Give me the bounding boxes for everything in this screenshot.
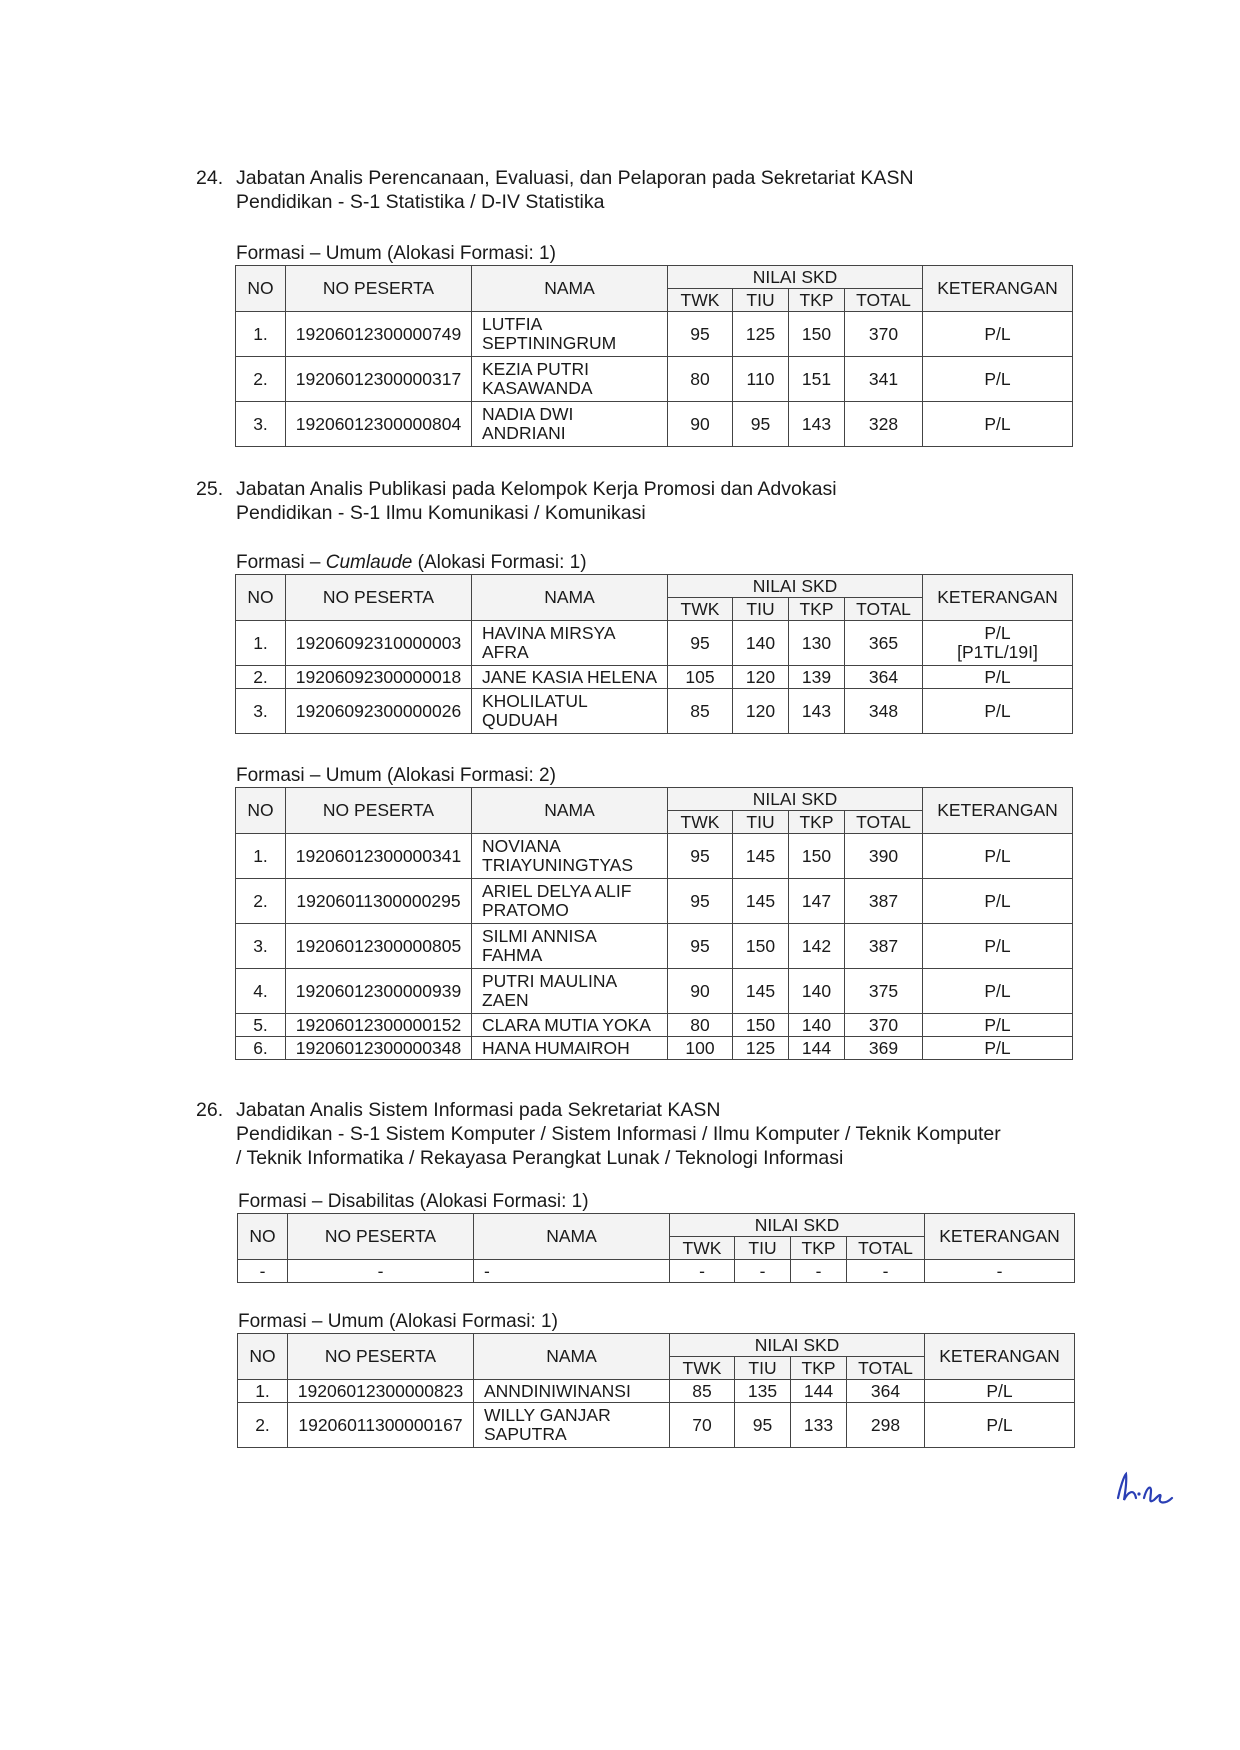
table-row (236, 1037, 1073, 1060)
nama-line: ARIEL DELYA ALIF (482, 881, 632, 901)
cell-keterangan (923, 621, 1073, 666)
keterangan-line: P/L (986, 1380, 1013, 1401)
cell-total: 364 (845, 666, 923, 689)
cell-total: 375 (845, 969, 923, 1014)
section-text (236, 477, 1156, 525)
cell-tkp: 144 (791, 1380, 847, 1403)
section-text (236, 166, 1156, 214)
col-header-total: TOTAL (847, 1237, 925, 1260)
cell-tiu: 125 (733, 1037, 789, 1060)
cell-no-peserta: 19206092310000003 (286, 621, 472, 666)
nama-line: NADIA DWI (482, 404, 574, 424)
cell-no-peserta: 19206012300000805 (286, 924, 472, 969)
cell-nama (472, 402, 668, 447)
cell-nama (472, 357, 668, 402)
nama-line: ANNDINIWINANSI (484, 1380, 631, 1401)
cell-tiu: 95 (735, 1403, 791, 1448)
cell-no: 1. (236, 834, 286, 879)
keterangan-line: [P1TL/19I] (957, 642, 1038, 662)
cell-twk: 85 (668, 689, 733, 734)
keterangan-line: P/L (984, 413, 1011, 434)
cell-nama (474, 1403, 670, 1448)
education-requirement: / Teknik Informatika / Rekayasa Perangkat Lunak / Teknologi Informasi (236, 1147, 844, 1169)
cell-no-peserta: 19206012300000823 (288, 1380, 474, 1403)
cell-keterangan (923, 666, 1073, 689)
nama-line: KASAWANDA (482, 378, 593, 398)
table-row (236, 834, 1073, 879)
cell-tkp: 140 (789, 1014, 845, 1037)
cell-twk: 105 (668, 666, 733, 689)
cell-nama (472, 666, 668, 689)
cell-no-peserta: 19206092300000026 (286, 689, 472, 734)
col-header-keterangan: KETERANGAN (923, 266, 1073, 312)
cell-twk: 95 (668, 312, 733, 357)
col-header-no: NO (238, 1334, 288, 1380)
col-header-tkp: TKP (791, 1237, 847, 1260)
cell-no-peserta: 19206012300000348 (286, 1037, 472, 1060)
section-24-heading (196, 166, 1156, 214)
position-title: Jabatan Analis Sistem Informasi pada Sekretariat KASN (236, 1099, 721, 1121)
keterangan-line: P/L (986, 1414, 1013, 1435)
col-header-tiu: TIU (733, 289, 789, 312)
cell-keterangan (925, 1403, 1075, 1448)
position-title: Jabatan Analis Perencanaan, Evaluasi, dan Pelaporan pada Sekretariat KASN (236, 167, 914, 189)
cell-no: 6. (236, 1037, 286, 1060)
col-header-total: TOTAL (845, 811, 923, 834)
formasi-prefix: Formasi – (236, 552, 326, 573)
col-header-keterangan: KETERANGAN (923, 575, 1073, 621)
cell-tkp: 144 (789, 1037, 845, 1060)
table-row (236, 357, 1073, 402)
cell-twk: 85 (670, 1380, 735, 1403)
col-header-no-peserta: NO PESERTA (288, 1214, 474, 1260)
nama-line: HANA HUMAIROH (482, 1037, 630, 1058)
col-header-no: NO (238, 1214, 288, 1260)
cell-no-peserta: 19206012300000341 (286, 834, 472, 879)
formasi-allocation: (Alokasi Formasi: 1) (386, 243, 556, 264)
cell-tkp: 133 (791, 1403, 847, 1448)
cell-tkp: 142 (789, 924, 845, 969)
cell-tiu: 135 (735, 1380, 791, 1403)
nilai-skd-table (235, 787, 1073, 1060)
nilai-skd-table (235, 574, 1073, 734)
nama-line: SILMI ANNISA (482, 926, 597, 946)
cell-tiu: - (735, 1260, 791, 1283)
formasi-prefix: Formasi – (238, 1191, 328, 1212)
cell-no-peserta: 19206012300000749 (286, 312, 472, 357)
cell-keterangan (925, 1380, 1075, 1403)
cell-no: 2. (238, 1403, 288, 1448)
cell-no: 1. (238, 1380, 288, 1403)
cell-nama (472, 969, 668, 1014)
nama-line: SAPUTRA (484, 1424, 567, 1444)
cell-no: 2. (236, 666, 286, 689)
formasi-allocation: (Alokasi Formasi: 1) (388, 1311, 558, 1332)
nilai-skd-table (237, 1213, 1075, 1283)
cell-no: - (238, 1260, 288, 1283)
cell-twk: 80 (668, 1014, 733, 1037)
keterangan-line: P/L (984, 1037, 1011, 1058)
education-requirement: Pendidikan - S-1 Sistem Komputer / Sistem Informasi / Ilmu Komputer / Teknik Komputer (236, 1123, 1001, 1145)
cell-nama (472, 879, 668, 924)
formasi-allocation: (Alokasi Formasi: 2) (386, 765, 556, 786)
cell-tkp: 130 (789, 621, 845, 666)
cell-tiu: 140 (733, 621, 789, 666)
formasi-label (238, 1311, 558, 1333)
cell-keterangan (923, 689, 1073, 734)
cell-total: - (847, 1260, 925, 1283)
cell-total: 341 (845, 357, 923, 402)
col-header-tkp: TKP (791, 1357, 847, 1380)
keterangan-line: P/L (984, 700, 1011, 721)
keterangan-line: P/L (984, 666, 1011, 687)
cell-twk: 90 (668, 402, 733, 447)
formasi-type: Disabilitas (327, 1191, 415, 1212)
cell-tkp: 143 (789, 689, 845, 734)
cell-no-peserta: 19206012300000317 (286, 357, 472, 402)
cell-no-peserta: 19206092300000018 (286, 666, 472, 689)
col-header-tiu: TIU (733, 598, 789, 621)
nama-line: SEPTININGRUM (482, 333, 617, 353)
cell-twk: 100 (668, 1037, 733, 1060)
cell-total: 364 (847, 1380, 925, 1403)
col-header-tkp: TKP (789, 811, 845, 834)
cell-total: 369 (845, 1037, 923, 1060)
cell-total: 348 (845, 689, 923, 734)
table-row (236, 924, 1073, 969)
section-text (236, 1098, 1156, 1170)
col-header-nama: NAMA (472, 575, 668, 621)
nama-line: FAHMA (482, 945, 543, 965)
keterangan-line: P/L (984, 323, 1011, 344)
cell-twk: - (670, 1260, 735, 1283)
cell-no-peserta: - (288, 1260, 474, 1283)
col-header-twk: TWK (668, 598, 733, 621)
cell-nama (472, 1014, 668, 1037)
nama-line: PRATOMO (482, 900, 569, 920)
table-row (238, 1260, 1075, 1283)
col-header-nama: NAMA (474, 1334, 670, 1380)
nama-line: HAVINA MIRSYA (482, 623, 616, 643)
col-header-nama: NAMA (474, 1214, 670, 1260)
col-header-twk: TWK (668, 289, 733, 312)
cell-tkp: 143 (789, 402, 845, 447)
col-header-tiu: TIU (735, 1237, 791, 1260)
col-header-no: NO (236, 788, 286, 834)
formasi-type: Umum (325, 243, 382, 264)
cell-keterangan (923, 312, 1073, 357)
col-header-no-peserta: NO PESERTA (286, 575, 472, 621)
keterangan-line: P/L (984, 368, 1011, 389)
table-row (236, 621, 1073, 666)
cell-nama (472, 1037, 668, 1060)
cell-keterangan (923, 969, 1073, 1014)
table-row (236, 402, 1073, 447)
col-header-tiu: TIU (733, 811, 789, 834)
formasi-prefix: Formasi – (238, 1311, 328, 1332)
cell-tkp: 147 (789, 879, 845, 924)
col-header-total: TOTAL (847, 1357, 925, 1380)
cell-keterangan (923, 834, 1073, 879)
cell-keterangan (923, 357, 1073, 402)
col-header-keterangan: KETERANGAN (923, 788, 1073, 834)
cell-keterangan (923, 1037, 1073, 1060)
keterangan-line: P/L (984, 845, 1011, 866)
col-header-no-peserta: NO PESERTA (286, 788, 472, 834)
col-header-tiu: TIU (735, 1357, 791, 1380)
col-header-nilai-skd: NILAI SKD (670, 1334, 925, 1357)
position-title: Jabatan Analis Publikasi pada Kelompok Kerja Promosi dan Advokasi (236, 478, 837, 500)
keterangan-line: P/L (984, 623, 1011, 643)
cell-total: 370 (845, 312, 923, 357)
section-heading (196, 1098, 1156, 1170)
cell-twk: 90 (668, 969, 733, 1014)
cell-tiu: 145 (733, 879, 789, 924)
formasi-type: Umum (327, 1311, 384, 1332)
table-row (236, 879, 1073, 924)
formasi-label (236, 765, 556, 787)
cell-no: 1. (236, 621, 286, 666)
cell-tkp: 140 (789, 969, 845, 1014)
nama-line: WILLY GANJAR (484, 1405, 611, 1425)
nama-line: QUDUAH (482, 710, 558, 730)
cell-tiu: 120 (733, 666, 789, 689)
cell-tkp: 150 (789, 834, 845, 879)
formasi-prefix: Formasi – (236, 765, 326, 786)
col-header-no: NO (236, 266, 286, 312)
cell-twk: 80 (668, 357, 733, 402)
cell-total: 390 (845, 834, 923, 879)
section-26-heading (196, 1098, 1156, 1170)
cell-no: 4. (236, 969, 286, 1014)
col-header-nilai-skd: NILAI SKD (670, 1214, 925, 1237)
table-row (236, 689, 1073, 734)
formasi-allocation: (Alokasi Formasi: 1) (417, 552, 587, 573)
cell-twk: 95 (668, 879, 733, 924)
cell-twk: 95 (668, 834, 733, 879)
col-header-no-peserta: NO PESERTA (288, 1334, 474, 1380)
keterangan-line: P/L (984, 1014, 1011, 1035)
col-header-tkp: TKP (789, 289, 845, 312)
table-row (236, 666, 1073, 689)
cell-no: 3. (236, 689, 286, 734)
cell-no: 3. (236, 402, 286, 447)
nilai-skd-table (235, 265, 1073, 447)
cell-tiu: 150 (733, 1014, 789, 1037)
col-header-twk: TWK (668, 811, 733, 834)
cell-no: 2. (236, 357, 286, 402)
col-header-total: TOTAL (845, 289, 923, 312)
cell-keterangan (923, 924, 1073, 969)
section-number: 26. (196, 1099, 224, 1121)
education-requirement: Pendidikan - S-1 Ilmu Komunikasi / Komunikasi (236, 502, 646, 524)
cell-tiu: 110 (733, 357, 789, 402)
cell-keterangan (923, 879, 1073, 924)
col-header-nilai-skd: NILAI SKD (668, 575, 923, 598)
cell-keterangan (925, 1260, 1075, 1283)
keterangan-line: P/L (984, 890, 1011, 911)
col-header-nilai-skd: NILAI SKD (668, 788, 923, 811)
cell-total: 387 (845, 879, 923, 924)
nama-line: JANE KASIA HELENA (482, 666, 658, 687)
section-number: 25. (196, 478, 224, 500)
cell-tiu: 145 (733, 969, 789, 1014)
cell-nama (472, 834, 668, 879)
cell-no-peserta: 19206011300000167 (288, 1403, 474, 1448)
cell-total: 298 (847, 1403, 925, 1448)
cell-tkp: - (791, 1260, 847, 1283)
formasi-type: Umum (325, 765, 382, 786)
cell-tiu: 145 (733, 834, 789, 879)
nama-line: LUTFIA (482, 314, 543, 334)
cell-tkp: 150 (789, 312, 845, 357)
cell-total: 387 (845, 924, 923, 969)
cell-tiu: 95 (733, 402, 789, 447)
table-row (238, 1380, 1075, 1403)
cell-tiu: 120 (733, 689, 789, 734)
formasi-allocation: (Alokasi Formasi: 1) (419, 1191, 589, 1212)
formasi-label (236, 552, 587, 574)
nama-line: KHOLILATUL (482, 691, 588, 711)
cell-no-peserta: 19206011300000295 (286, 879, 472, 924)
cell-no: 1. (236, 312, 286, 357)
table-row (238, 1403, 1075, 1448)
cell-twk: 95 (668, 621, 733, 666)
formasi-label (238, 1191, 589, 1213)
col-header-keterangan: KETERANGAN (925, 1334, 1075, 1380)
formasi-label (236, 243, 556, 265)
cell-no-peserta: 19206012300000939 (286, 969, 472, 1014)
nama-line: KEZIA PUTRI (482, 359, 589, 379)
cell-total: 370 (845, 1014, 923, 1037)
cell-no: 5. (236, 1014, 286, 1037)
col-header-no: NO (236, 575, 286, 621)
cell-nama (472, 312, 668, 357)
keterangan-line: P/L (984, 935, 1011, 956)
col-header-nama: NAMA (472, 266, 668, 312)
cell-keterangan (923, 402, 1073, 447)
cell-nama (472, 621, 668, 666)
nilai-skd-table (237, 1333, 1075, 1448)
nama-line: NOVIANA (482, 836, 561, 856)
keterangan-line: - (996, 1260, 1003, 1281)
cell-nama (472, 689, 668, 734)
cell-twk: 70 (670, 1403, 735, 1448)
section-number: 24. (196, 167, 224, 189)
cell-total: 365 (845, 621, 923, 666)
section-heading (196, 166, 1156, 214)
formasi-type: Cumlaude (325, 552, 413, 573)
nama-line: CLARA MUTIA YOKA (482, 1014, 651, 1035)
cell-tiu: 125 (733, 312, 789, 357)
table-row (236, 969, 1073, 1014)
col-header-nilai-skd: NILAI SKD (668, 266, 923, 289)
section-heading (196, 477, 1156, 525)
cell-no: 3. (236, 924, 286, 969)
nama-line: - (484, 1260, 490, 1281)
keterangan-line: P/L (984, 980, 1011, 1001)
cell-nama (472, 924, 668, 969)
education-requirement: Pendidikan - S-1 Statistika / D-IV Statistika (236, 191, 605, 213)
nama-line: ANDRIANI (482, 423, 566, 443)
formasi-prefix: Formasi – (236, 243, 326, 264)
nama-line: PUTRI MAULINA (482, 971, 618, 991)
cell-no-peserta: 19206012300000804 (286, 402, 472, 447)
section-25-heading (196, 477, 1156, 525)
col-header-no-peserta: NO PESERTA (286, 266, 472, 312)
nama-line: TRIAYUNINGTYAS (482, 855, 634, 875)
col-header-tkp: TKP (789, 598, 845, 621)
col-header-twk: TWK (670, 1357, 735, 1380)
signature-initials (1110, 1468, 1190, 1518)
cell-total: 328 (845, 402, 923, 447)
col-header-total: TOTAL (845, 598, 923, 621)
nama-line: AFRA (482, 642, 529, 662)
col-header-keterangan: KETERANGAN (925, 1214, 1075, 1260)
cell-nama (474, 1380, 670, 1403)
cell-twk: 95 (668, 924, 733, 969)
cell-no: 2. (236, 879, 286, 924)
table-row (236, 312, 1073, 357)
cell-tkp: 151 (789, 357, 845, 402)
col-header-nama: NAMA (472, 788, 668, 834)
nama-line: ZAEN (482, 990, 529, 1010)
cell-nama (474, 1260, 670, 1283)
cell-no-peserta: 19206012300000152 (286, 1014, 472, 1037)
cell-keterangan (923, 1014, 1073, 1037)
cell-tkp: 139 (789, 666, 845, 689)
cell-tiu: 150 (733, 924, 789, 969)
col-header-twk: TWK (670, 1237, 735, 1260)
table-row (236, 1014, 1073, 1037)
